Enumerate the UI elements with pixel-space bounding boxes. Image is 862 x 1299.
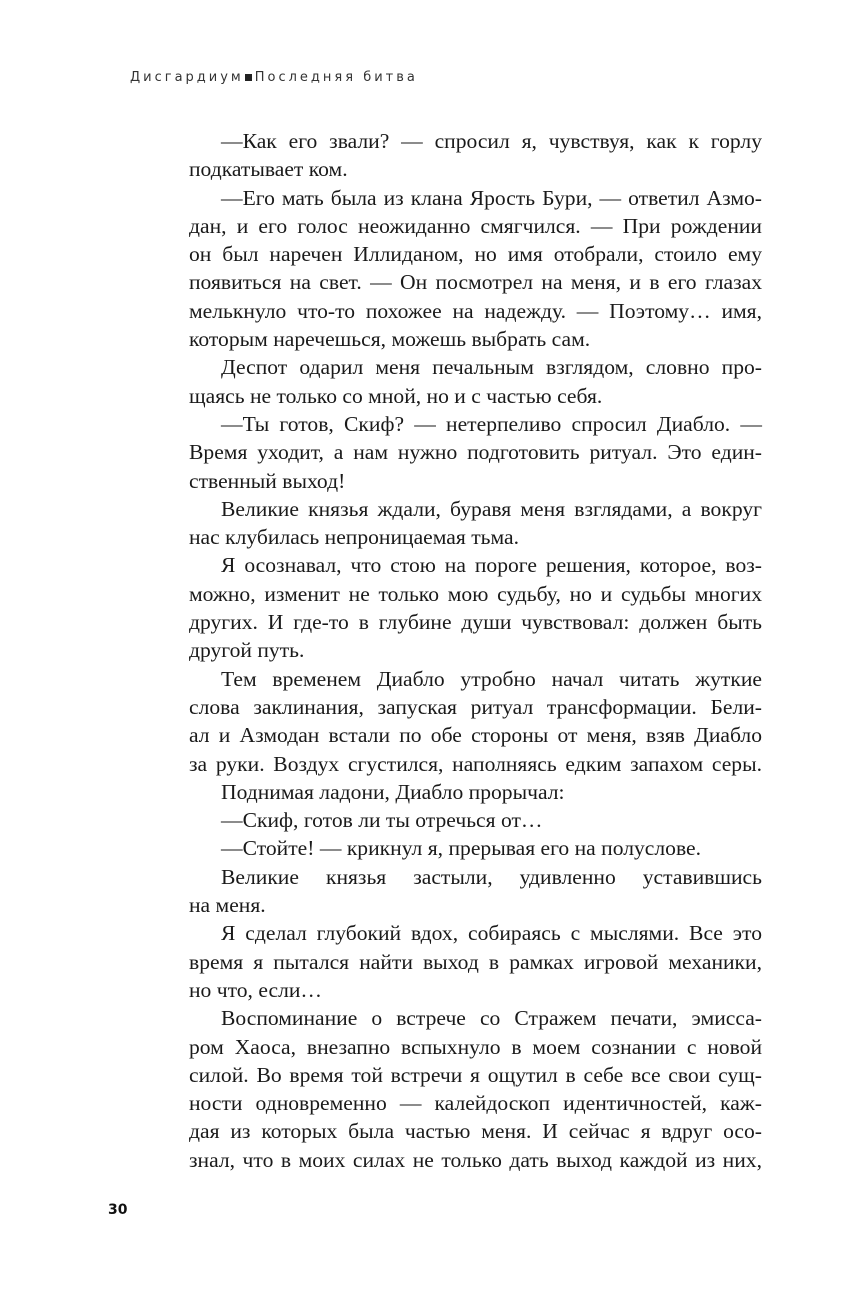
running-head [130,70,418,85]
text-line: ственный выход! [189,468,346,493]
text-line: ал и Азмодан встали по обе стороны от меня, взяв Диабло [189,723,762,748]
series-title: Дисгардиум [130,70,244,85]
text-line: —Как его звали? — спросил я, чувствуя, как к горлу [221,129,762,153]
text-line: на меня. [189,893,266,918]
text-line: Тем временем Диабло утробно начал читать жуткие [221,666,762,691]
text-line: Время уходит, а нам нужно подготовить ритуал. Это един- [189,440,762,465]
text-line: —Ты готов, Скиф? — нетерпеливо спросил Диабло. — [221,411,762,436]
text-line: Поднимая ладони, Диабло прорычал: [221,779,565,804]
text-line: которым наречешься, можешь выбрать сам. [189,327,591,352]
text-line: другой путь. [189,638,305,663]
text-line: Великие князья ждали, буравя меня взглядами, а вокруг [221,496,762,521]
text-line: мелькнуло что-то похожее на надежду. — Поэтому… имя, [189,298,762,323]
text-line: Воспоминание о встрече со Стражем печати, эмисса- [221,1006,762,1031]
text-line: —Скиф, готов ли ты отречься от… [221,808,543,833]
text-line: других. И где-то в глубине души чувствовал: должен быть [189,610,762,635]
text-line: нас клубилась непроницаемая тьма. [189,525,519,550]
text-line: слова заклинания, запуская ритуал трансформации. Бели- [189,694,762,719]
text-line: можно, изменит не только мою судьбу, но и судьбы многих [189,581,762,606]
text-line: появиться на свет. — Он посмотрел на меня, и в его глазах [189,270,762,295]
text-line: за руки. Воздух сгустился, наполняясь едким запахом серы. [189,751,762,776]
text-line: щаясь не только со мной, но и с частью себя. [189,383,603,408]
page-number: 30 [108,1202,128,1218]
text-line: Деспот одарил меня печальным взглядом, словно про- [221,355,762,380]
text-line: —Его мать была из клана Ярость Бури, — ответил Азмо- [221,185,762,210]
text-line: дан, и его голос неожиданно смягчился. — При рождении [189,213,762,238]
book-title: Последняя битва [254,70,418,85]
text-line: он был наречен Иллиданом, но имя отобрали, стоило ему [189,242,762,267]
text-line: Я сделал глубокий вдох, собираясь с мыслями. Все это [221,921,762,946]
separator-square-icon [245,74,252,81]
text-line: знал, что в моих силах не только дать выход каждой из них, [189,1147,762,1172]
text-line: ности одновременно — калейдоскоп идентичностей, каж- [189,1091,762,1116]
text-line: Великие князья застыли, удивленно уставившись [221,864,762,889]
text-line: дая из которых была частью меня. И сейчас я вдруг осо- [189,1119,762,1144]
text-line: силой. Во время той встречи я ощутил в себе все свои сущ- [189,1062,762,1087]
text-line: но что, если… [189,977,322,1002]
text-line: время я пытался найти выход в рамках игровой механики, [189,949,762,974]
text-line: Я осознавал, что стою на пороге решения, которое, воз- [221,553,762,578]
body-text [189,127,762,1174]
text-line: ром Хаоса, внезапно вспыхнуло в моем сознании с новой [189,1034,762,1059]
text-line: —Стойте! — крикнул я, прерывая его на полуслове. [221,836,702,861]
text-line: подкатывает ком. [189,157,348,182]
